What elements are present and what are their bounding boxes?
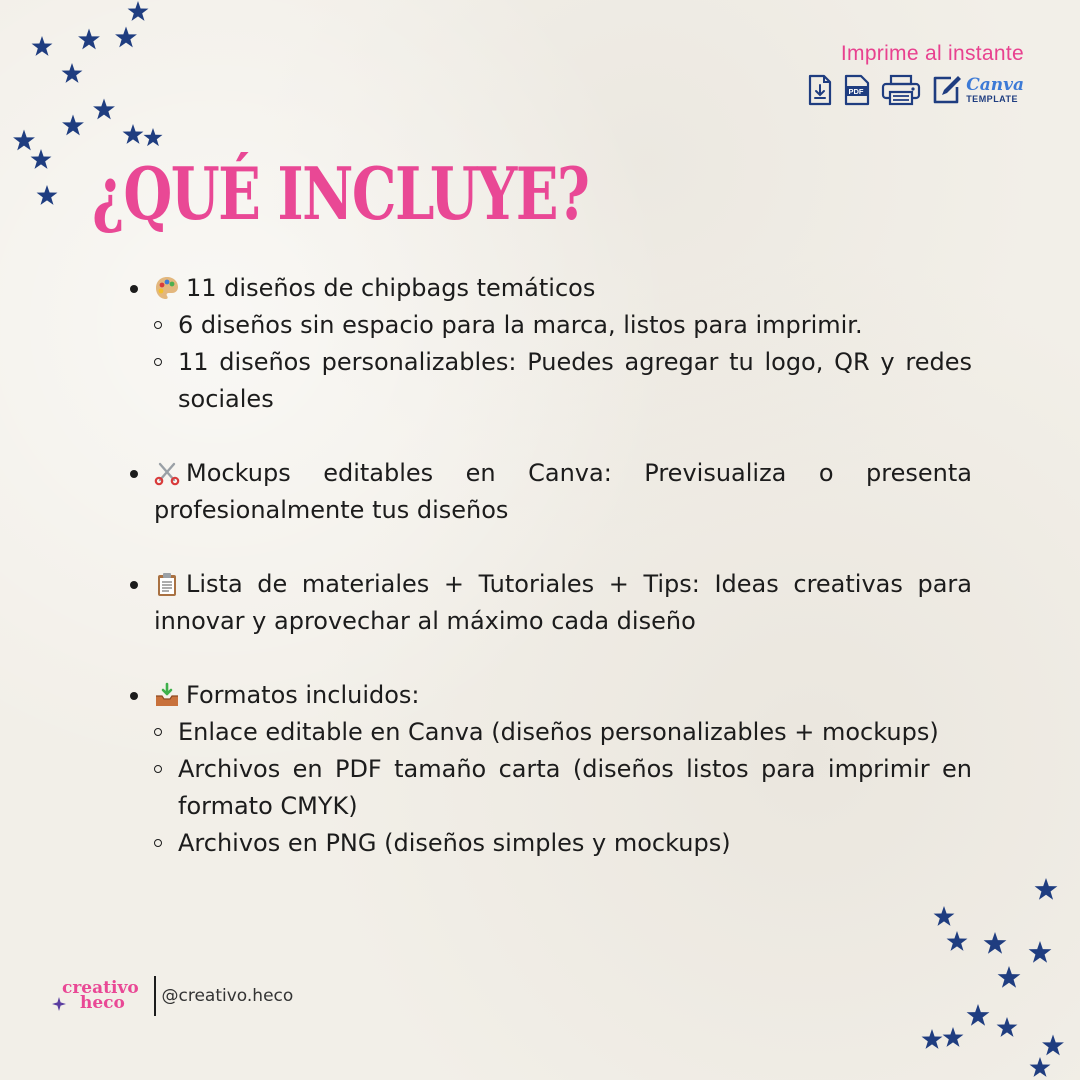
- printer-icon: [881, 74, 921, 106]
- edit-icon: [931, 74, 963, 106]
- list-item: [130, 677, 972, 862]
- list-item: [130, 455, 972, 529]
- scissors-icon: [154, 460, 180, 486]
- clipboard-icon: [154, 571, 180, 597]
- sub-item: 11 diseños personalizables: Puedes agregar tu logo, QR y redes sociales: [154, 344, 972, 418]
- brand-logo: [54, 978, 146, 1013]
- sub-item: 6 diseños sin espacio para la marca, listos para imprimir.: [154, 307, 972, 344]
- item-text: Formatos incluidos:: [186, 681, 420, 709]
- palette-icon: [154, 275, 180, 301]
- pdf-file-icon: [843, 74, 871, 106]
- brand-footer: [54, 976, 293, 1016]
- canva-word: Canva: [966, 74, 1024, 95]
- sub-item: Archivos en PDF tamaño carta (diseños listos para imprimir en formato CMYK): [154, 751, 972, 825]
- list-item: [130, 270, 972, 418]
- canva-template-logo: [931, 74, 1024, 106]
- print-info: [764, 42, 1024, 106]
- sub-item: Enlace editable en Canva (diseños personalizables + mockups): [154, 714, 972, 751]
- item-text: Lista de materiales + Tutoriales + Tips: Ideas creativas para innovar y aprovechar al máximo cada diseño: [154, 570, 972, 635]
- download-file-icon: [807, 74, 833, 106]
- brand-divider: [154, 976, 156, 1016]
- print-tagline: Imprime al instante: [840, 42, 1024, 65]
- brand-logo-line1: creativo: [62, 978, 139, 998]
- item-text: Mockups editables en Canva: Previsualiza o presenta profesionalmente tus diseños: [154, 459, 972, 524]
- inbox-tray-icon: [154, 682, 180, 708]
- format-icons: [764, 74, 1024, 106]
- page-title: ¿QUÉ INCLUYE?: [92, 151, 589, 236]
- features-list: [130, 270, 972, 862]
- social-handle[interactable]: @creativo.heco: [161, 986, 294, 1006]
- brand-logo-line2: heco: [80, 993, 125, 1013]
- svg-text:PDF: PDF: [848, 87, 864, 96]
- sparkle-icon: [52, 997, 66, 1011]
- canva-template-label: TEMPLATE: [966, 93, 1019, 104]
- item-text: 11 diseños de chipbags temáticos: [186, 274, 596, 302]
- sub-item: Archivos en PNG (diseños simples y mockups): [154, 825, 972, 862]
- list-item: [130, 566, 972, 640]
